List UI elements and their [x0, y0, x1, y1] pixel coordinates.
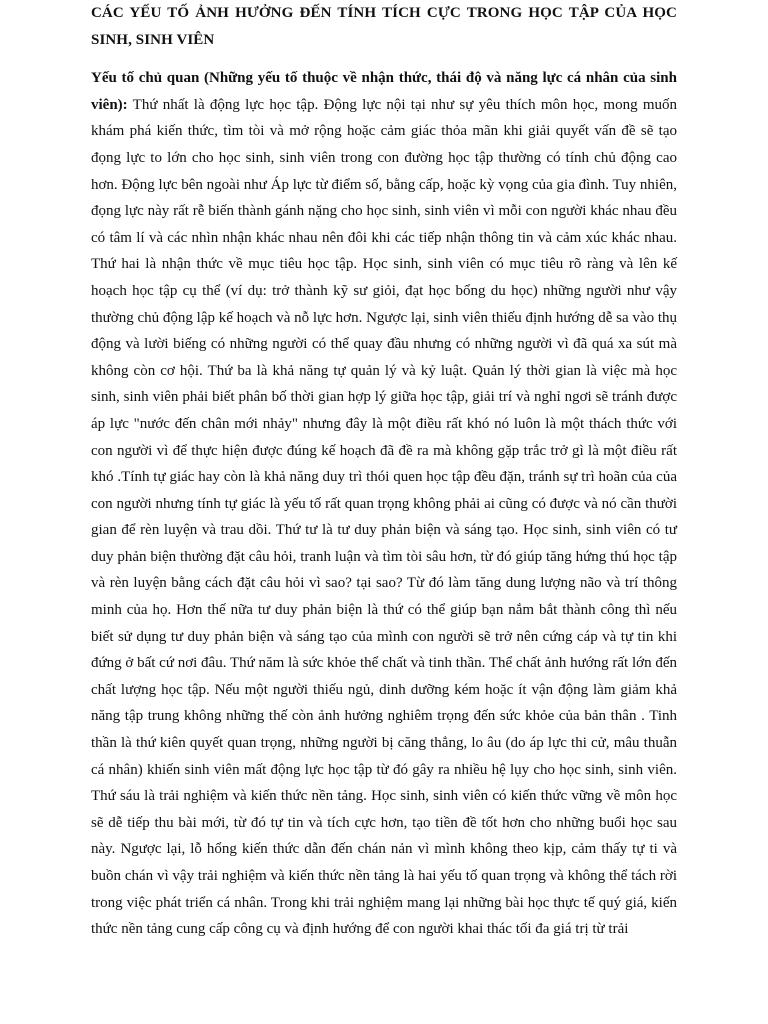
document-body: [91, 0, 677, 943]
paragraph-text: Thứ nhất là động lực học tập. Động lực nội tại như sự yêu thích môn học, mong muốn khám phá kiến thức, tìm tòi và mở rộng hoặc cảm giác thỏa mãn khi giải quyết vấn đề sẽ tạo đọng lực to lớn cho học sinh, sinh viên trong con đường học tập thường có tính chủ động cao hơn. Động lực bên ngoài như Áp lực từ điểm số, bằng cấp, hoặc kỳ vọng của gia đình. Tuy nhiên, đọng lực này rất rễ biến thành gánh nặng cho học sinh, sinh viên vì mỗi con người khác nhau đều có tâm lí và các nhìn nhận khác nhau nên đôi khi các tiếp nhận thông tin và cảm xúc khác nhau. Thứ hai là nhận thức về mục tiêu học tập. Học sinh, sinh viên có mục tiêu rõ ràng và lên kế hoạch học tập cụ thể (ví dụ: trở thành kỹ sư giỏi, đạt học bổng du học) những người như vậy thường chủ động lập kế hoạch và nỗ lực hơn. Ngược lại, sinh viên thiếu định hướng dễ sa vào thụ động và lười biếng có những người có thể quay đầu nhưng có những người vì đã quá xa sút mà không còn cơ hội. Thứ ba là khả năng tự quản lý và kỷ luật. Quản lý thời gian là việc mà học sinh, sinh viên phải biết phân bố thời gian hợp lý giữa học tập, giải trí và nghỉ ngơi sẽ tránh được áp lực "nước đến chân mới nhảy" nhưng đây là một điều rất khó nó luôn là một thách thức với con người vì để thực hiện được đúng kế hoạch đã đề ra mà không gặp trắc trở gì là một điều rất khó .Tính tự giác hay còn là khả năng duy trì thói quen học tập đều đặn, tránh sự trì hoãn của của con người nhưng tính tự giác là yếu tố rất quan trọng không phải ai cũng có được và nó cần thười gian để rèn luyện và trau dồi. Thứ tư là tư duy phản biện và sáng tạo. Học sinh, sinh viên có tư duy phản biện thường đặt câu hỏi, tranh luận và tìm tòi sâu hơn, từ đó giúp tăng hứng thú học tập và rèn luyện bằng cách đặt câu hỏi vì sao? tại sao? Từ đó làm tăng dung lượng não và trí thông minh của họ. Hơn thế nữa tư duy phản biện là thứ có thể giúp bạn nắm bắt thành công thì nếu biết sử dụng tư duy phản biện và sáng tạo của mình con người sẽ trở nên cứng cáp và tự tin khi đứng ở bất cứ nơi đâu. Thứ năm là sức khỏe thể chất và tinh thần. Thể chất ảnh hướng rất lớn đến chất lượng học tập. Nếu một người thiếu ngủ, dinh dưỡng kém hoặc ít vận động làm giảm khả năng tập trung không những thế còn ảnh hưởng nghiêm trọng đến sức khỏe của bản thân . Tinh thần là thứ kiên quyết quan trọng, những người bị căng thẳng, lo âu (do áp lực thi cử, mâu thuẫn cá nhân) khiến sinh viên mất động lực học tập từ đó gây ra nhiều hệ lụy cho học sinh, sinh viên. Thứ sáu là trải nghiệm và kiến thức nền tảng. Học sinh, sinh viên có kiến thức vững về môn học sẽ dễ tiếp thu bài mới, từ đó tự tin và tích cực hơn, tạo tiền đề tốt hơn cho những buổi học sau này. Ngược lại, lỗ hổng kiến thức dẫn đến chán nản vì mình không theo kịp, cảm thấy tự ti và buồn chán vì vậy trải nghiệm và kiến thức nền tảng là hai yếu tố quan trọng và không thể tách rời trong việc phát triển cá nhân. Trong khi trải nghiệm mang lại những bài học thực tế quý giá, kiến thức nền tảng cung cấp công cụ và định hướng để con người khai thác tối đa giá trị từ trải: [91, 96, 677, 938]
body-paragraph: [91, 65, 677, 943]
paragraph-lead-heading: Yếu tố chủ quan (Những yếu tố thuộc về nhận thức, thái độ và năng lực cá nhân của sinh viên):: [91, 70, 677, 113]
document-title: CÁC YẾU TỐ ẢNH HƯỞNG ĐẾN TÍNH TÍCH CỰC TRONG HỌC TẬP CỦA HỌC SINH, SINH VIÊN: [91, 5, 677, 48]
